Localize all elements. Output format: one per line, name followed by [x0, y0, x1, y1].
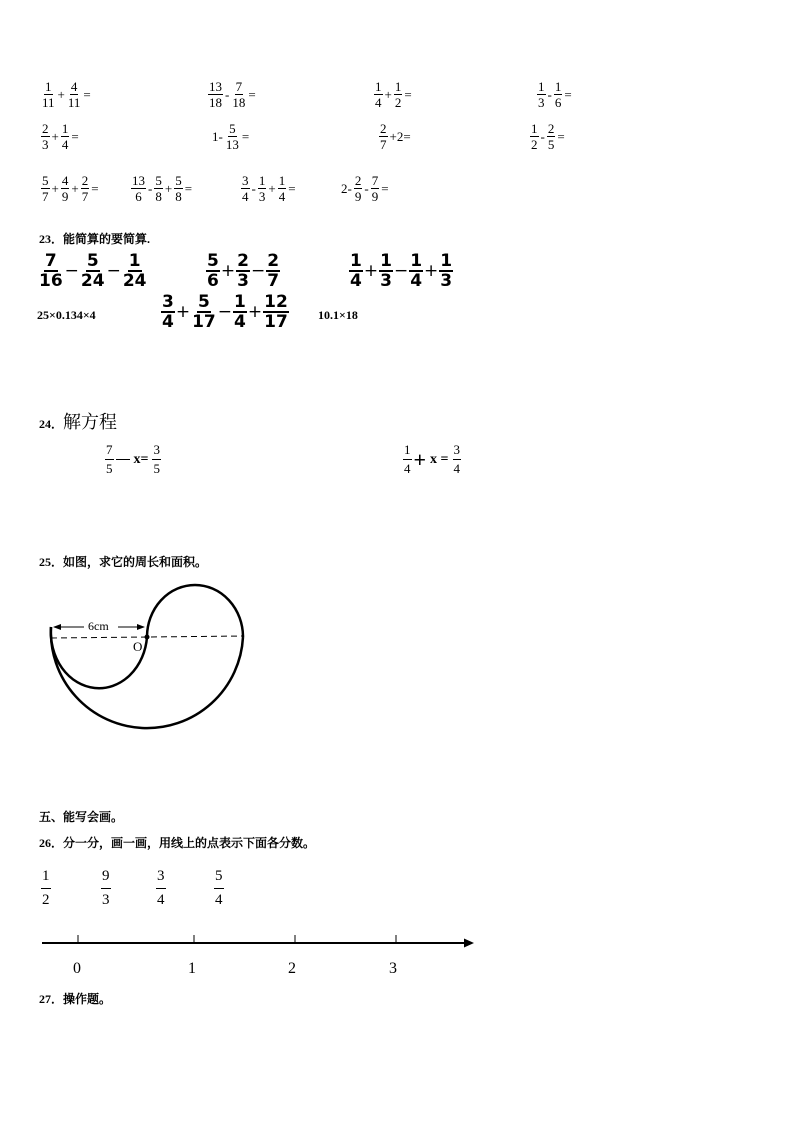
denominator: 18: [209, 95, 222, 110]
fraction: [379, 122, 388, 151]
q27-heading: 27．操作题。: [39, 992, 112, 1006]
denominator: 3: [42, 137, 49, 152]
numerator: 1: [531, 121, 538, 136]
q23-expr-1: [37, 253, 149, 290]
fraction: [278, 174, 287, 203]
numerator: 1: [394, 79, 402, 94]
fraction: [41, 80, 56, 109]
numerator: 7: [235, 79, 243, 94]
operator: =: [83, 87, 91, 102]
denominator: 4: [157, 892, 165, 908]
numerator: 3: [152, 442, 161, 460]
denominator: 7: [267, 271, 280, 291]
numerator: 3: [162, 292, 174, 312]
fraction: [105, 442, 114, 477]
operator: =: [404, 87, 412, 102]
arith-r3-4: [340, 174, 390, 203]
denominator: 17: [192, 312, 216, 332]
numerator: 2: [81, 173, 89, 188]
fraction: [152, 442, 161, 477]
denominator: 7: [81, 189, 89, 204]
q24-number: 24．: [39, 417, 64, 431]
fraction: [101, 868, 111, 909]
q25-heading: 25．如图，求它的周长和面积。: [39, 555, 208, 569]
operator: =: [184, 181, 193, 196]
fraction: [236, 253, 250, 290]
arith-r1-2: [207, 80, 257, 109]
operator: +2=: [389, 129, 411, 144]
q26-fraction-4: [213, 868, 225, 909]
numerator: 2: [547, 121, 555, 136]
tick-label-3: 3: [389, 960, 397, 977]
fraction: [263, 294, 289, 331]
q24-title: 解方程: [63, 412, 118, 432]
denominator: 4: [215, 892, 223, 908]
denominator: 8: [175, 189, 182, 204]
denominator: 6: [135, 189, 142, 204]
fraction: [439, 253, 453, 290]
arith-r3-2: [130, 174, 193, 203]
denominator: 5: [153, 461, 160, 476]
arrow-right-icon: [137, 624, 145, 630]
arrow-right-icon: [464, 939, 474, 948]
arith-r2-2: [211, 122, 250, 151]
fraction: [233, 294, 247, 331]
operator: -: [225, 87, 230, 102]
denominator: 2: [394, 95, 402, 110]
denominator: 24: [80, 271, 105, 291]
fraction: [38, 253, 64, 290]
arith-r1-3: [373, 80, 413, 109]
numerator: 2: [267, 251, 280, 271]
operator: =: [381, 181, 389, 196]
fraction: [122, 253, 148, 290]
operator: -: [364, 181, 369, 196]
denominator: 4: [278, 189, 286, 204]
numerator: 1: [410, 251, 423, 271]
fraction: [41, 868, 51, 909]
denominator: 4: [162, 312, 174, 332]
numerator: 5: [214, 868, 224, 889]
fraction: [354, 174, 363, 203]
tick-label-2: 2: [288, 960, 296, 977]
numerator: 5: [155, 173, 162, 188]
fraction: [266, 253, 280, 290]
q23-expr-2: [205, 253, 281, 290]
upper-semicircle: [147, 585, 243, 637]
arrow-left-icon: [53, 624, 61, 630]
equation-variable: x =: [430, 451, 449, 467]
fraction: [80, 253, 106, 290]
denominator: 6: [554, 95, 562, 110]
q26-heading: 26．分一分，画一画，用线上的点表示下面各分数。: [39, 836, 316, 850]
denominator: 3: [237, 271, 249, 291]
numerator: 1: [350, 251, 362, 271]
denominator: 4: [375, 95, 382, 110]
arith-r3-1: [40, 174, 100, 203]
fraction: [409, 253, 423, 290]
q26-fraction-1: [40, 868, 52, 909]
operator: +: [363, 261, 379, 281]
operator: −: [106, 261, 121, 281]
denominator: 4: [410, 271, 423, 291]
denominator: 2: [531, 137, 538, 152]
denominator: 6: [207, 271, 219, 291]
denominator: 3: [258, 189, 266, 204]
denominator: 5: [106, 461, 113, 476]
denominator: 7: [42, 189, 49, 204]
denominator: 13: [225, 137, 239, 152]
denominator: 4: [350, 271, 362, 291]
fraction: [41, 174, 50, 203]
operator: =: [288, 181, 296, 196]
operator: =: [91, 181, 99, 196]
operator: +: [71, 181, 79, 196]
denominator: 3: [538, 95, 545, 110]
fraction: [208, 80, 223, 109]
fraction: [191, 294, 217, 331]
numerator: 1: [380, 251, 392, 271]
small-semicircle: [51, 627, 147, 688]
operator: +: [164, 181, 173, 196]
operator: +: [268, 181, 276, 196]
fraction: [161, 294, 175, 331]
numerator: 5: [229, 121, 236, 136]
numerator: 4: [70, 79, 78, 94]
denominator: 3: [380, 271, 392, 291]
denominator: 8: [155, 189, 162, 204]
q25-figure: [40, 575, 255, 740]
operator: −: [64, 261, 79, 281]
number-line: [40, 930, 480, 980]
numerator: 12: [264, 292, 288, 312]
operator: +: [424, 261, 439, 281]
operator: 2-: [341, 181, 352, 196]
denominator: 18: [232, 95, 246, 110]
arith-r1-4: [536, 80, 573, 109]
fraction: [81, 174, 90, 203]
numerator: 4: [61, 173, 69, 188]
numerator: 1: [128, 251, 141, 271]
operator: 1-: [212, 129, 223, 144]
numerator: 7: [105, 442, 114, 460]
operator: −: [393, 261, 409, 281]
denominator: 9: [371, 189, 379, 204]
numerator: 3: [453, 442, 462, 460]
q23-text-1: 25×0.134×4: [37, 308, 96, 322]
fraction: [371, 174, 380, 203]
tick-label-0: 0: [73, 960, 81, 977]
operator: +: [247, 302, 263, 322]
operator: -: [251, 181, 256, 196]
numerator: 1: [41, 868, 51, 889]
numerator: 1: [440, 251, 453, 271]
denominator: 4: [404, 461, 411, 476]
numerator: 1: [403, 442, 412, 460]
denominator: 16: [39, 271, 63, 291]
numerator: 1: [45, 79, 52, 94]
arith-r3-3: [240, 174, 297, 203]
fraction: [214, 868, 224, 909]
denominator: 4: [453, 461, 461, 476]
denominator: 3: [440, 271, 453, 291]
numerator: 3: [242, 173, 249, 188]
numerator: 5: [207, 251, 219, 271]
fraction: [131, 174, 146, 203]
fraction: [231, 80, 246, 109]
denominator: 4: [61, 137, 69, 152]
q24-equation-2: [402, 442, 462, 477]
denominator: 7: [380, 137, 387, 152]
fraction: [206, 253, 220, 290]
denominator: 2: [42, 892, 50, 908]
fraction: [530, 122, 539, 151]
denominator: 11: [42, 95, 55, 110]
numerator: 13: [132, 173, 145, 188]
q23-expr-4: [160, 294, 290, 331]
center-label: O: [133, 639, 143, 654]
operator: -: [148, 181, 153, 196]
numerator: 1: [375, 79, 382, 94]
operator: =: [71, 129, 79, 144]
minus-dash: [116, 459, 130, 460]
operator: -: [547, 87, 552, 102]
operator: +: [384, 87, 392, 102]
fraction: [156, 868, 166, 909]
fraction: [537, 80, 546, 109]
numerator: 1: [278, 173, 286, 188]
operator: +: [220, 261, 236, 281]
denominator: 17: [264, 312, 288, 332]
fraction: [394, 80, 403, 109]
fraction: [554, 80, 563, 109]
denominator: 9: [61, 189, 69, 204]
q24-heading: [39, 408, 117, 434]
q23-text-2: 10.1×18: [318, 308, 358, 322]
numerator: 1: [234, 292, 246, 312]
fraction: [547, 122, 556, 151]
fraction: [61, 122, 70, 151]
fraction: [403, 442, 412, 477]
denominator: 4: [234, 312, 246, 332]
center-point: [145, 635, 150, 640]
q26-fraction-3: [155, 868, 167, 909]
fraction: [453, 442, 462, 477]
operator: -: [540, 129, 545, 144]
fraction: [61, 174, 70, 203]
denominator: 5: [547, 137, 555, 152]
q23-expr-3: [348, 253, 454, 290]
fraction: [154, 174, 163, 203]
numerator: 13: [209, 79, 222, 94]
numerator: 2: [237, 251, 249, 271]
fraction: [225, 122, 240, 151]
operator: −: [250, 261, 266, 281]
numerator: 7: [371, 173, 379, 188]
fraction: [41, 122, 50, 151]
denominator: 4: [242, 189, 249, 204]
equation-variable: x=: [133, 451, 149, 467]
denominator: 11: [67, 95, 81, 110]
fraction: [241, 174, 250, 203]
dimension-label: 6cm: [88, 619, 109, 633]
q23-heading: 23．能简算的要简算.: [39, 232, 151, 246]
section-5-heading: 五、能写会画。: [39, 810, 124, 824]
denominator: 24: [122, 271, 147, 291]
denominator: 3: [102, 892, 110, 908]
numerator: 1: [61, 121, 69, 136]
operator: +: [51, 129, 59, 144]
plus-sign: +: [413, 446, 427, 472]
operator: +: [175, 302, 191, 322]
operator: −: [217, 302, 233, 322]
numerator: 5: [198, 292, 210, 312]
arith-r1-1: [40, 80, 92, 109]
fraction: [379, 253, 393, 290]
q24-equation-1: [104, 442, 162, 477]
operator: =: [248, 87, 256, 102]
fraction: [174, 174, 183, 203]
numerator: 5: [42, 173, 49, 188]
operator: +: [57, 87, 65, 102]
numerator: 5: [86, 251, 99, 271]
numerator: 1: [538, 79, 545, 94]
numerator: 5: [175, 173, 182, 188]
numerator: 2: [354, 173, 362, 188]
numerator: 9: [101, 868, 111, 889]
operator: =: [241, 129, 250, 144]
fraction: [258, 174, 267, 203]
arith-r2-4: [529, 122, 566, 151]
fraction: [67, 80, 82, 109]
operator: =: [557, 129, 565, 144]
numerator: 2: [380, 121, 387, 136]
q26-fraction-2: [100, 868, 112, 909]
tick-label-1: 1: [188, 960, 196, 977]
numerator: 2: [42, 121, 49, 136]
denominator: 9: [354, 189, 362, 204]
operator: =: [564, 87, 572, 102]
numerator: 1: [258, 173, 266, 188]
arith-r2-3: [378, 122, 412, 151]
fraction: [349, 253, 363, 290]
numerator: 1: [554, 79, 562, 94]
numerator: 3: [156, 868, 166, 889]
numerator: 7: [44, 251, 57, 271]
fraction: [374, 80, 383, 109]
arith-r2-1: [40, 122, 80, 151]
operator: +: [51, 181, 59, 196]
